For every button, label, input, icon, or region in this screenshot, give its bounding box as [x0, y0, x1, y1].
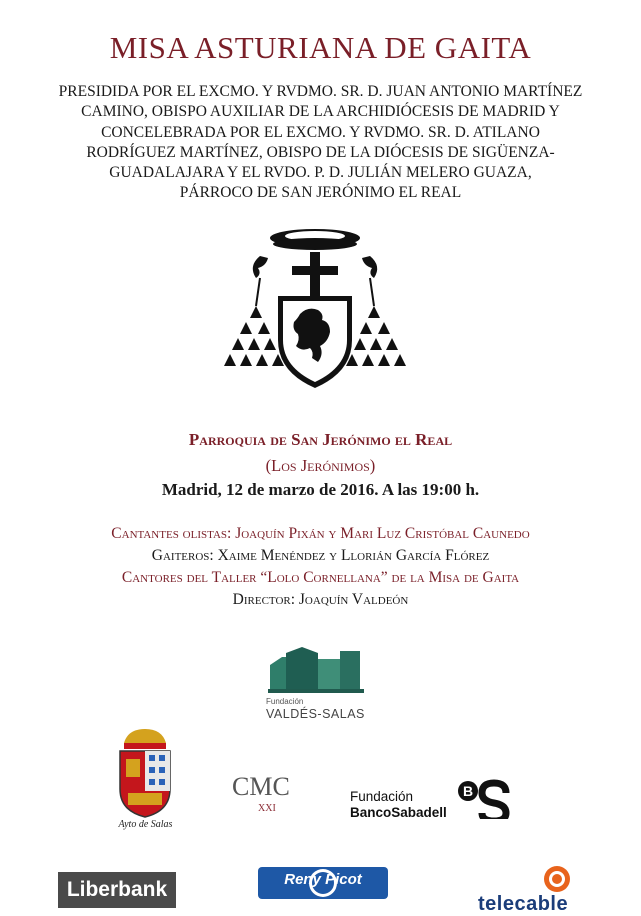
intro-line: CAMINO, OBISPO AUXILIAR DE LA ARCHIDIÓCESIS DE MADRID Y [81, 103, 560, 121]
liberbank-logo: Liberbank [58, 872, 176, 908]
credit-pipers: Gaiteros: Xaime Menéndez y Llorián García Flórez [151, 547, 490, 564]
credit-soloists: Cantantes olistas: Joaquín Pixán y Mari Luz Cristóbal Caunedo [111, 525, 530, 542]
credit-director: Director: Joaquín Valdeón [232, 591, 409, 608]
venue-alt-name: (Los Jerónimos) [265, 456, 376, 475]
svg-text:B: B [462, 783, 474, 799]
page-title: MISA ASTURIANA DE GAITA [109, 30, 532, 65]
banco-sabadell-icon [456, 777, 514, 819]
cmc-logo-sub: XXI [258, 803, 276, 814]
telecable-icon [542, 864, 572, 894]
bishop-coat-of-arms [220, 222, 410, 402]
intro-line: PÁRROCO DE SAN JERÓNIMO EL REAL [179, 184, 462, 202]
venue-name: Parroquia de San Jerónimo el Real [188, 430, 453, 449]
ayto-salas-label: Ayto de Salas [118, 819, 173, 830]
cmc-logo-text: CMC [232, 772, 290, 801]
credit-choir: Cantores del Taller “Lolo Cornellana” de la Misa de Gaita [121, 569, 520, 586]
event-date-time: Madrid, 12 de marzo de 2016. A las 19:00 h. [161, 480, 480, 499]
sabadell-fundacion: Fundación [350, 789, 414, 804]
valdes-salas-name: VALDÉS-SALAS [266, 707, 365, 721]
credits [0, 523, 641, 611]
intro-line: RODRÍGUEZ MARTÍNEZ, OBISPO DE LA DIÓCESIS DE SIGÜENZA- [86, 143, 555, 161]
sabadell-name: BancoSabadell [350, 805, 447, 820]
ayto-salas-crest [112, 727, 178, 819]
intro-line: CONCELEBRADA POR EL EXCMO. Y RVDMO. SR. D. ATILANO [101, 123, 540, 141]
valdes-salas-fundacion: Fundación [266, 697, 304, 706]
intro-text [0, 82, 641, 204]
telecable-text: telecable [478, 893, 569, 915]
valdes-salas-logo [268, 645, 364, 695]
intro-line: PRESIDIDA POR EL EXCMO. Y RVDMO. SR. D. JUAN ANTONIO MARTÍNEZ [58, 83, 583, 100]
intro-line: GUADALAJARA Y EL RVDO. P. D. JULIÁN MELERO GUAZA, [109, 164, 532, 182]
reny-picot-text: Reny Picot [284, 871, 362, 888]
